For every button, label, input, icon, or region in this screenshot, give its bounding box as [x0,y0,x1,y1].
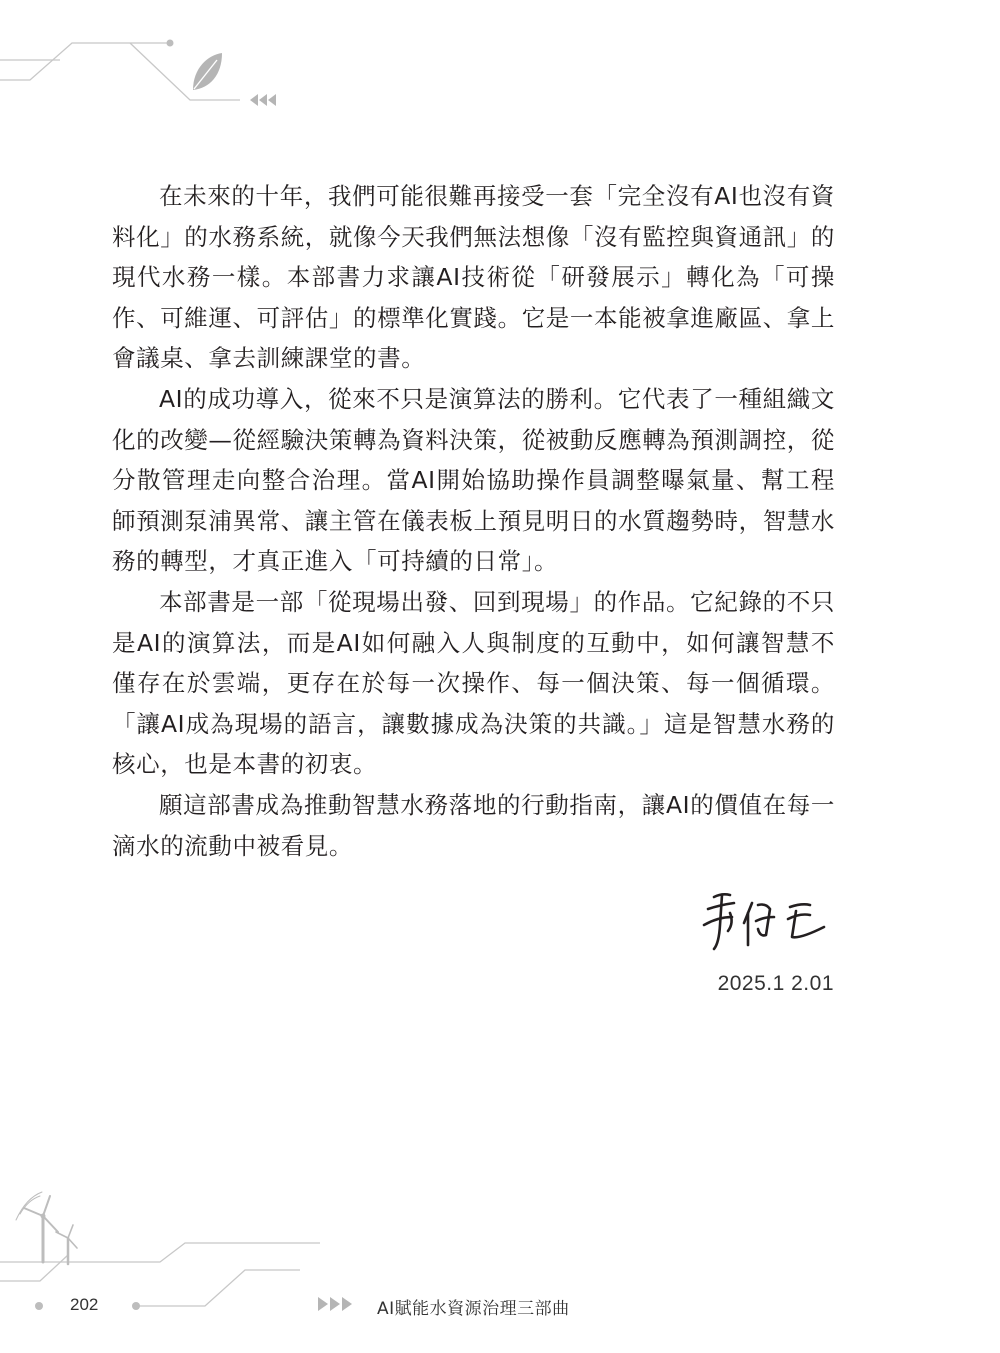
body-text [112,176,835,866]
date: 2025.1 2.01 [717,972,834,995]
arrow-triple-icon [250,94,276,106]
paragraph: 在未來的十年，我們可能很難再接受一套「完全沒有AI也沒有資料化」的水務系統，就像今天我們無法想像「沒有監控與資通訊」的現代水務一樣。本部書力求讓AI技術從「研發展示」轉化為「可操作、可維運、可評估」的標準化實踐。它是一本能被拿進廠區、拿上會議桌、拿去訓練課堂的書。 [112,182,835,373]
paragraph: AI的成功導入，從來不只是演算法的勝利。它代表了一種組織文化的改變—從經驗決策轉為資料決策，從被動反應轉為預測調控，從分散管理走向整合治理。當AI開始協助操作員調整曝氣量、幫工程師預測泵浦異常、讓主管在儀表板上預見明日的水質趨勢時，智慧水務的轉型，才真正進入「可持續的日常」。 [112,384,835,576]
arrow-triple-icon [318,1297,352,1311]
wind-turbine-icon [16,1192,77,1264]
leaf-icon [193,53,222,90]
paragraph: 本部書是一部「從現場出發、回到現場」的作品。它紀錄的不只是AI的演算法，而是AI如何融入人與制度的互動中，如何讓智慧不僅存在於雲端，更存在於每一次操作、每一個決策、每一個循環。「讓AI成為現場的語言，讓數據成為決策的共識。」這是智慧水務的核心，也是本書的初衷。 [112,587,835,779]
book-title: AI賦能水資源治理三部曲 [377,1299,570,1319]
page-number: 202 [70,1295,99,1314]
signature [700,883,835,955]
paragraph: 願這部書成為推動智慧水務落地的行動指南，讓AI的價值在每一滴水的流動中被看見。 [112,790,835,860]
